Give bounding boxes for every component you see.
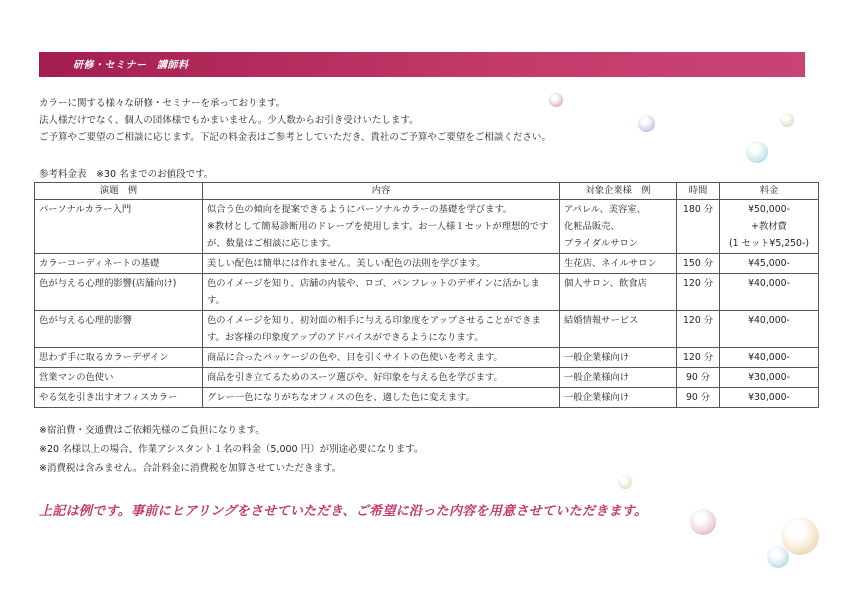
page-title: 研修・セミナー 講師料 [73,60,189,71]
row-price-cell: ¥40,000- [720,311,819,348]
row-time-cell: 90 分 [677,368,720,388]
column-header: 料金 [720,183,819,200]
table-header-row [35,183,819,200]
row-title-cell: 色が与える心理的影響 [35,311,203,348]
row-target-cell: 一般企業様向け [560,348,677,368]
row-time-cell: 90 分 [677,388,720,408]
column-header: 対象企業様 例 [560,183,677,200]
row-price-cell: ¥40,000- [720,274,819,311]
decorative-bubble [618,475,632,489]
intro-line: カラーに関する様々な研修・セミナーを承っております。 [39,98,286,109]
row-price-cell: ¥30,000- [720,388,819,408]
row-price-cell: ¥40,000- [720,348,819,368]
row-content-cell: 美しい配色は簡単には作れません。美しい配色の法則を学びます。 [203,254,560,274]
row-target-cell: 結婚情報サービス [560,311,677,348]
decorative-bubble [549,93,563,107]
table-row [35,388,819,408]
decorative-bubble [780,113,794,127]
table-row [35,348,819,368]
row-title-cell: パーソナルカラー入門 [35,200,203,254]
row-content-cell: 色のイメージを知り、店舗の内装や、ロゴ、パンフレットのデザインに活かします。 [203,274,560,311]
row-title-cell: 色が与える心理的影響(店舗向け) [35,274,203,311]
table-row [35,368,819,388]
row-target-cell: 一般企業様向け [560,368,677,388]
row-price-cell: ¥30,000- [720,368,819,388]
decorative-bubble [690,509,716,535]
row-title-cell: カラーコーディネートの基礎 [35,254,203,274]
row-target-cell: アパレル、美容室、 化粧品販売、 ブライダルサロン [560,200,677,254]
row-time-cell: 120 分 [677,274,720,311]
row-price-cell: ¥50,000- +教材費 (1 セット¥5,250-) [720,200,819,254]
row-title-cell: やる気を引き出すオフィスカラー [35,388,203,408]
price-table [34,182,819,408]
row-time-cell: 180 分 [677,200,720,254]
row-price-cell: ¥45,000- [720,254,819,274]
column-header: 時間 [677,183,720,200]
row-content-cell: 商品を引き立てるためのスーツ選びや、好印象を与える色を学びます。 [203,368,560,388]
decorative-bubble [638,115,655,132]
header-bar [39,52,805,77]
table-body [35,200,819,408]
note-line: ※20 名様以上の場合、作業アシスタント１名の料金（5,000 円）が別途必要になります。 [39,444,424,455]
row-target-cell: 個人サロン、飲食店 [560,274,677,311]
table-row [35,200,819,254]
row-title-cell: 営業マンの色使い [35,368,203,388]
row-time-cell: 120 分 [677,348,720,368]
intro-line: 法人様だけでなく、個人の団体様でもかまいません。少人数からお引き受けいたします。 [39,115,419,126]
column-header: 演題 例 [35,183,203,200]
column-header: 内容 [203,183,560,200]
table-row [35,311,819,348]
decorative-bubble [746,141,768,163]
row-content-cell: 商品に合ったパッケージの色や、目を引くサイトの色使いを考えます。 [203,348,560,368]
row-target-cell: 生花店、ネイルサロン [560,254,677,274]
row-content-cell: 色のイメージを知り、初対面の相手に与える印象度をアップさせることができます。お客様の印象度アップのアドバイスができるようになります。 [203,311,560,348]
row-content-cell: グレー一色になりがちなオフィスの色を、適した色に変えます。 [203,388,560,408]
table-caption: 参考料金表 ※30 名までのお値段です。 [39,169,214,180]
row-time-cell: 120 分 [677,311,720,348]
table-row [35,274,819,311]
row-title-cell: 思わず手に取るカラーデザイン [35,348,203,368]
row-time-cell: 150 分 [677,254,720,274]
notes [39,421,423,478]
row-content-cell: 似合う色の傾向を提案できるようにパーソナルカラーの基礎を学びます。 ※教材として簡易診断用のドレープを使用します。お一人様１セットが理想的ですが、数量はご相談に応じます。 [203,200,560,254]
decorative-bubble [767,546,789,568]
row-target-cell: 一般企業様向け [560,388,677,408]
closing-message: 上記は例です。事前にヒアリングをさせていただき、ご希望に沿った内容を用意させていただきます。 [39,504,648,519]
note-line: ※宿泊費・交通費はご依頼先様のご負担になります。 [39,425,265,436]
note-line: ※消費税は含みません。合計料金に消費税を加算させていただきます。 [39,463,342,474]
intro-line: ご予算やご要望のご相談に応じます。下記の料金表はご参考としていただき、貴社のご予算やご要望をご相談ください。 [39,132,551,143]
table-row [35,254,819,274]
intro-text [39,95,551,146]
